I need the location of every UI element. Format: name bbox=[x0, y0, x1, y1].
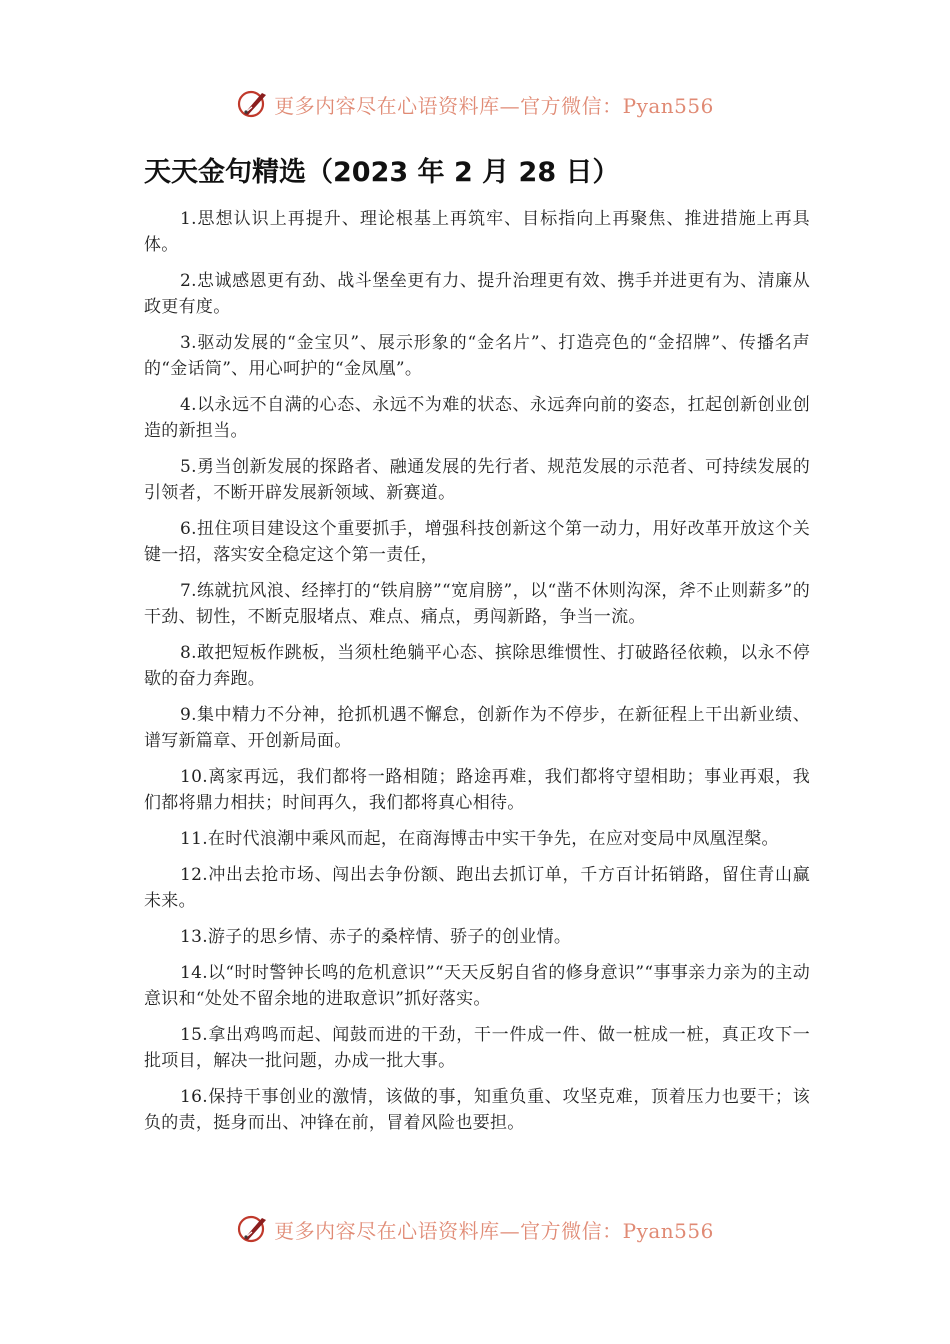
paragraph: 8.敢把短板作跳板，当须杜绝躺平心态、摈除思维惯性、打破路径依赖，以永不停歇的奋力奔跑。 bbox=[144, 643, 810, 689]
footer-banner-text: 更多内容尽在心语资料库—官方微信：Pyan556 bbox=[274, 1218, 714, 1243]
paragraph: 7.练就抗风浪、经摔打的“铁肩膀”“宽肩膀”，以“凿不休则沟深，斧不止则薪多”的干劲、韧性，不断克服堵点、难点、痛点，勇闯新路，争当一流。 bbox=[144, 581, 810, 627]
paragraph: 4.以永远不自满的心态、永远不为难的状态、永远奔向前的姿态，扛起创新创业创造的新担当。 bbox=[144, 395, 810, 441]
header-banner-text: 更多内容尽在心语资料库—官方微信：Pyan556 bbox=[274, 93, 714, 118]
paragraph: 9.集中精力不分神，抢抓机遇不懈怠，创新作为不停步，在新征程上干出新业绩、谱写新篇章、开创新局面。 bbox=[144, 705, 810, 751]
paragraph: 11.在时代浪潮中乘风而起，在商海博击中实干争先，在应对变局中凤凰涅槃。 bbox=[180, 829, 779, 849]
paragraph: 1.思想认识上再提升、理论根基上再筑牢、目标指向上再聚焦、推进措施上再具体。 bbox=[144, 209, 810, 255]
quill-logo-icon bbox=[236, 1212, 270, 1246]
paragraph: 10.离家再远，我们都将一路相随；路途再难，我们都将守望相助；事业再艰，我们都将鼎力相扶；时间再久，我们都将真心相待。 bbox=[144, 767, 810, 813]
paragraph: 14.以“时时警钟长鸣的危机意识”“天天反躬自省的修身意识”“事事亲力亲为的主动意识和“处处不留余地的进取意识”抓好落实。 bbox=[144, 963, 810, 1009]
paragraph: 15.拿出鸡鸣而起、闻鼓而进的干劲，干一件成一件、做一桩成一桩，真正攻下一批项目，解决一批问题，办成一批大事。 bbox=[144, 1025, 810, 1071]
footer-banner bbox=[0, 1209, 950, 1249]
paragraph: 3.驱动发展的“金宝贝”、展示形象的“金名片”、打造亮色的“金招牌”、传播名声的“金话筒”、用心呵护的“金凤凰”。 bbox=[144, 333, 810, 379]
paragraph: 16.保持干事创业的激情，该做的事，知重负重、攻坚克难，顶着压力也要干；该负的责，挺身而出、冲锋在前，冒着风险也要担。 bbox=[144, 1087, 810, 1133]
article-body bbox=[144, 206, 810, 1146]
paragraph: 6.扭住项目建设这个重要抓手，增强科技创新这个第一动力，用好改革开放这个关键一招，落实安全稳定这个第一责任， bbox=[144, 519, 810, 565]
paragraph: 13.游子的思乡情、赤子的桑梓情、骄子的创业情。 bbox=[180, 927, 572, 947]
paragraph: 5.勇当创新发展的探路者、融通发展的先行者、规范发展的示范者、可持续发展的引领者，不断开辟发展新领域、新赛道。 bbox=[144, 457, 810, 503]
quill-logo-icon bbox=[236, 87, 270, 121]
header-banner bbox=[0, 84, 950, 124]
paragraph: 2.忠诚感恩更有劲、战斗堡垒更有力、提升治理更有效、携手并进更有为、清廉从政更有度。 bbox=[144, 271, 810, 317]
page-title: 天天金句精选（2023 年 2 月 28 日） bbox=[144, 157, 620, 188]
paragraph: 12.冲出去抢市场、闯出去争份额、跑出去抓订单，千方百计拓销路，留住青山赢未来。 bbox=[144, 865, 810, 911]
